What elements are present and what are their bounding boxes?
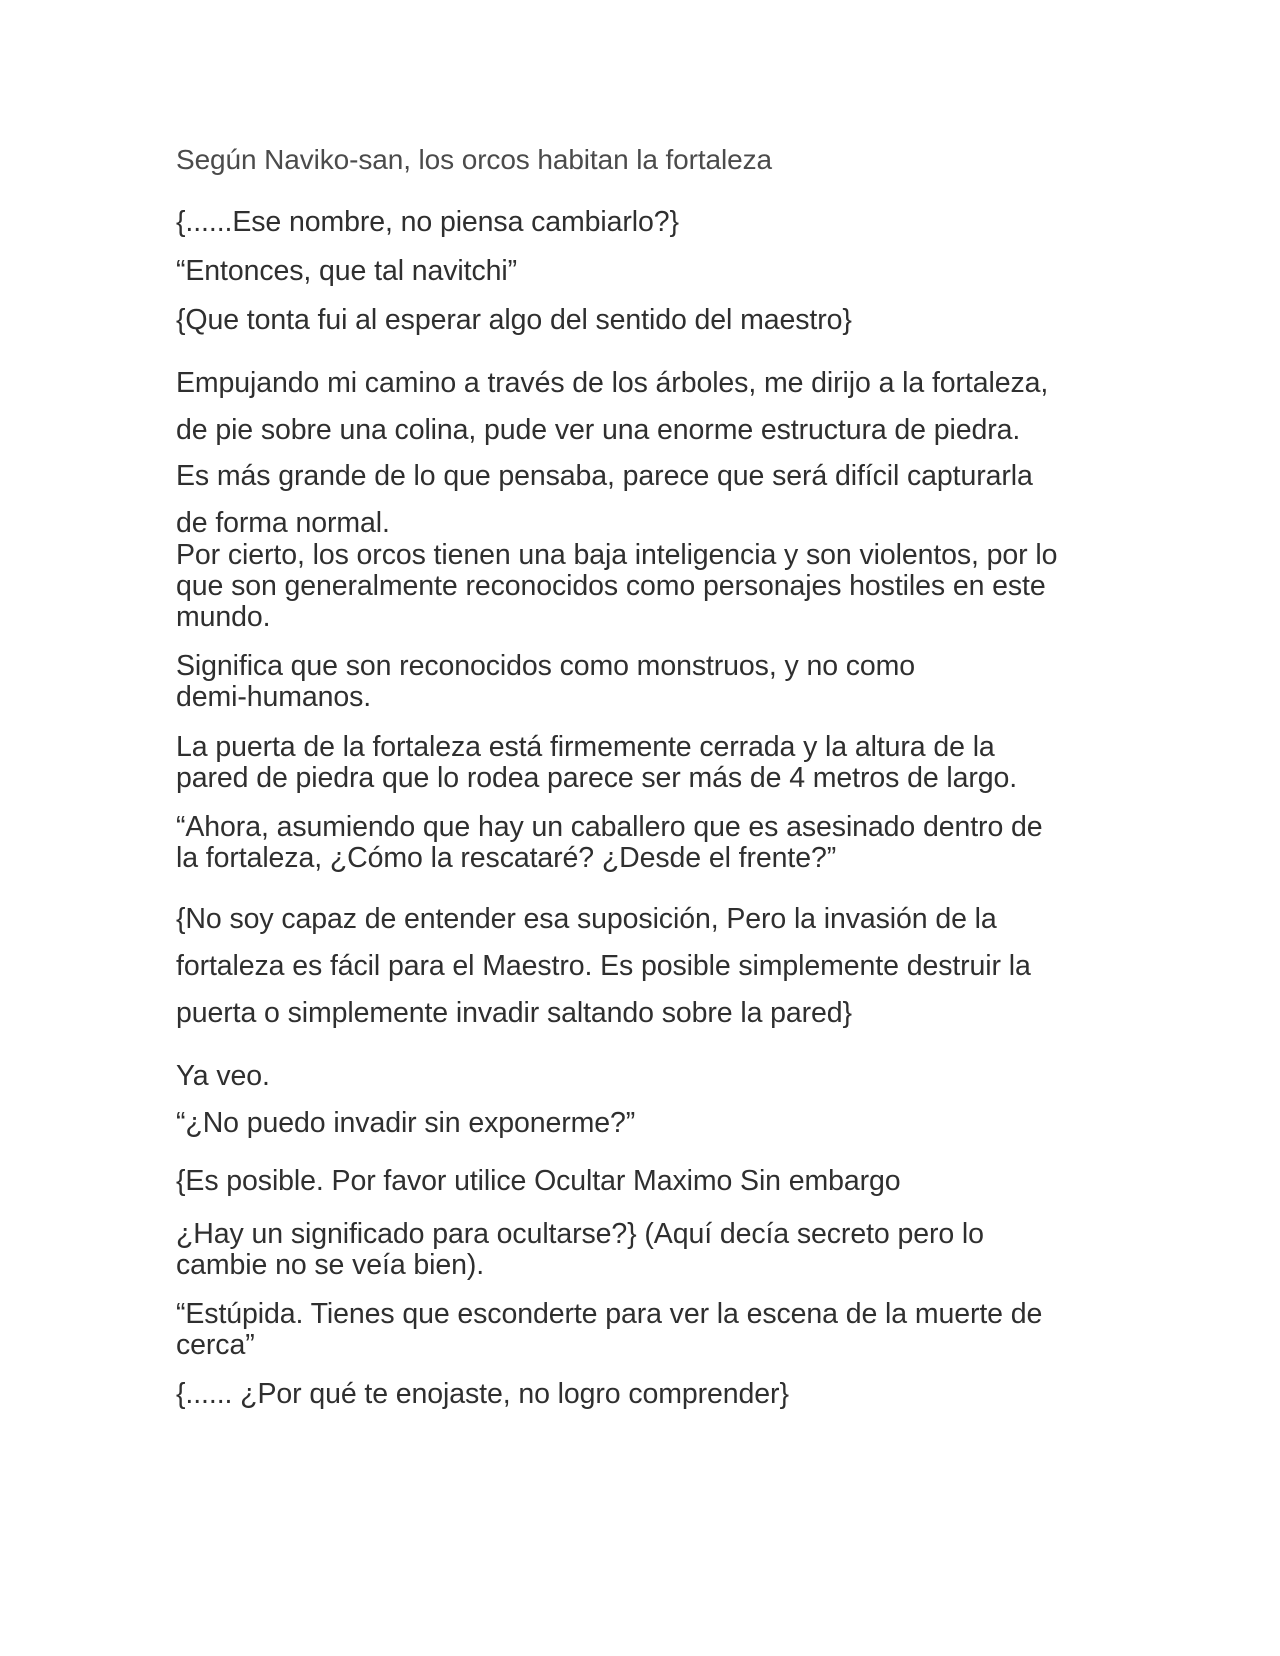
text-line: fortaleza es fácil para el Maestro. Es posible simplemente destruir la <box>176 950 1031 982</box>
text-line: pared de piedra que lo rodea parece ser más de 4 metros de largo. <box>176 762 1018 794</box>
text-line: demi-humanos. <box>176 681 372 713</box>
text-line: cambie no se veía bien). <box>176 1249 485 1281</box>
text-line: La puerta de la fortaleza está firmemente cerrada y la altura de la <box>176 731 995 763</box>
text-line: Empujando mi camino a través de los árboles, me dirijo a la fortaleza, <box>176 367 1049 399</box>
text-line: de forma normal. <box>176 507 390 539</box>
text-line: “Ahora, asumiendo que hay un caballero que es asesinado dentro de <box>176 811 1043 843</box>
text-line: ¿Hay un significado para ocultarse?} (Aquí decía secreto pero lo <box>176 1218 984 1250</box>
text-line: Ya veo. <box>176 1060 270 1092</box>
text-line: que son generalmente reconocidos como personajes hostiles en este <box>176 570 1046 602</box>
text-line: {Es posible. Por favor utilice Ocultar Maximo Sin embargo <box>176 1165 901 1197</box>
text-line: {Que tonta fui al esperar algo del sentido del maestro} <box>176 304 852 336</box>
text-line: Por cierto, los orcos tienen una baja inteligencia y son violentos, por lo <box>176 539 1058 571</box>
text-line: “Estúpida. Tienes que esconderte para ver la escena de la muerte de <box>176 1298 1043 1330</box>
text-line: mundo. <box>176 601 271 633</box>
text-line: {...... ¿Por qué te enojaste, no logro comprender} <box>176 1378 789 1410</box>
text-line: la fortaleza, ¿Cómo la rescataré? ¿Desde el frente?” <box>176 842 837 874</box>
text-line: Según Naviko-san, los orcos habitan la fortaleza <box>176 144 772 175</box>
text-line: puerta o simplemente invadir saltando sobre la pared} <box>176 997 852 1029</box>
text-line: {......Ese nombre, no piensa cambiarlo?} <box>176 206 679 238</box>
text-line: Es más grande de lo que pensaba, parece que será difícil capturarla <box>176 460 1033 492</box>
text-line: “Entonces, que tal navitchi” <box>176 255 517 287</box>
text-line: “¿No puedo invadir sin exponerme?” <box>176 1107 636 1139</box>
text-line: cerca” <box>176 1329 255 1361</box>
text-line: de pie sobre una colina, pude ver una enorme estructura de piedra. <box>176 414 1021 446</box>
text-line: Significa que son reconocidos como monstruos, y no como <box>176 650 916 682</box>
text-line: {No soy capaz de entender esa suposición, Pero la invasión de la <box>176 903 997 935</box>
